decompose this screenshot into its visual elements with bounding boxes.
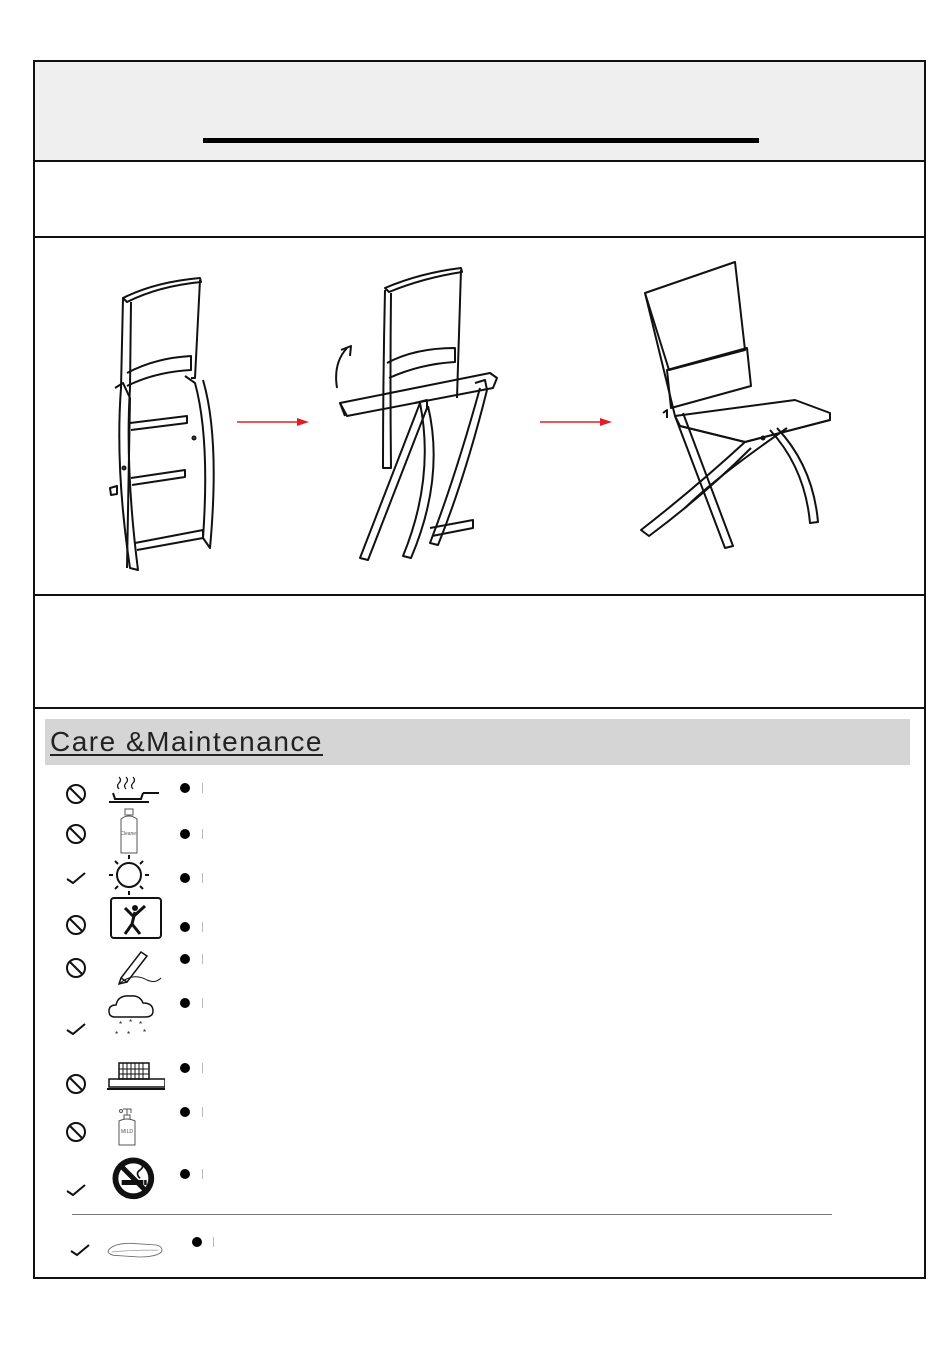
prohibited-icon bbox=[63, 781, 89, 807]
snow-cloud-icon bbox=[105, 991, 165, 1041]
prohibited-icon bbox=[63, 912, 89, 938]
care-heading-bar bbox=[45, 719, 910, 765]
blank-section-2 bbox=[35, 596, 924, 709]
bullet-rule bbox=[202, 1107, 203, 1117]
unfolded-chair-drawing bbox=[641, 262, 830, 548]
unfolding-illustration bbox=[35, 238, 924, 596]
care-row bbox=[35, 996, 924, 1039]
bullet bbox=[180, 783, 190, 793]
mild-label: MILD bbox=[121, 1129, 133, 1135]
instruction-sheet bbox=[33, 60, 926, 1279]
care-row bbox=[35, 1165, 924, 1205]
bullet bbox=[180, 829, 190, 839]
care-row bbox=[35, 1061, 924, 1101]
blank-section-1 bbox=[35, 162, 924, 238]
header-band bbox=[35, 62, 924, 162]
care-row bbox=[35, 952, 924, 992]
bullet bbox=[180, 873, 190, 883]
bullet-rule bbox=[202, 829, 203, 839]
chair-steps-svg bbox=[35, 238, 924, 594]
check-icon bbox=[63, 1177, 89, 1203]
prohibited-icon bbox=[63, 955, 89, 981]
section-divider bbox=[72, 1214, 832, 1215]
bullet bbox=[180, 1063, 190, 1073]
step-arrow-1 bbox=[237, 418, 309, 426]
svg-text:*: * bbox=[115, 1030, 119, 1039]
svg-text:*: * bbox=[143, 1028, 147, 1037]
bullet bbox=[180, 998, 190, 1008]
prohibited-icon bbox=[63, 1119, 89, 1145]
check-icon bbox=[67, 1237, 93, 1263]
bullet bbox=[192, 1237, 202, 1247]
cleaner-label: Cleaner bbox=[120, 831, 138, 837]
bullet-rule bbox=[202, 783, 203, 793]
title-rule bbox=[203, 138, 759, 143]
svg-text:*: * bbox=[119, 1020, 123, 1029]
svg-text:*: * bbox=[127, 1030, 131, 1039]
care-row bbox=[35, 811, 924, 851]
unfolding-chair-drawing bbox=[340, 268, 497, 560]
care-row bbox=[35, 1107, 924, 1147]
svg-text:*: * bbox=[129, 1018, 133, 1027]
cleaner-bottle-icon bbox=[105, 807, 165, 857]
care-row bbox=[35, 855, 924, 895]
bullet-rule bbox=[202, 954, 203, 964]
bullet bbox=[180, 954, 190, 964]
svg-text:*: * bbox=[139, 1020, 143, 1029]
care-heading: Care &Maintenance bbox=[50, 726, 323, 757]
bullet bbox=[180, 922, 190, 932]
prohibited-icon bbox=[63, 1071, 89, 1097]
folded-chair-drawing bbox=[110, 278, 214, 570]
no-smoking-icon bbox=[105, 1155, 165, 1205]
step-arrow-2 bbox=[540, 418, 612, 426]
check-icon bbox=[63, 1016, 89, 1042]
mild-soap-bottle-icon bbox=[105, 1103, 165, 1153]
bullet-rule bbox=[213, 1237, 214, 1247]
bullet-rule bbox=[202, 873, 203, 883]
care-row bbox=[35, 902, 924, 942]
cloth-icon bbox=[105, 1226, 165, 1276]
building-icon bbox=[105, 1055, 165, 1105]
prohibited-icon bbox=[63, 821, 89, 847]
bullet-rule bbox=[202, 922, 203, 932]
bullet bbox=[180, 1169, 190, 1179]
bullet-rule bbox=[202, 998, 203, 1008]
bullet-rule bbox=[202, 1169, 203, 1179]
climbing-person-icon bbox=[105, 894, 165, 944]
check-icon bbox=[63, 865, 89, 891]
bullet bbox=[180, 1107, 190, 1117]
pen-icon bbox=[105, 942, 165, 992]
care-section bbox=[35, 709, 924, 1279]
bullet-rule bbox=[202, 1063, 203, 1073]
care-row bbox=[35, 1234, 924, 1274]
care-row bbox=[35, 771, 924, 811]
